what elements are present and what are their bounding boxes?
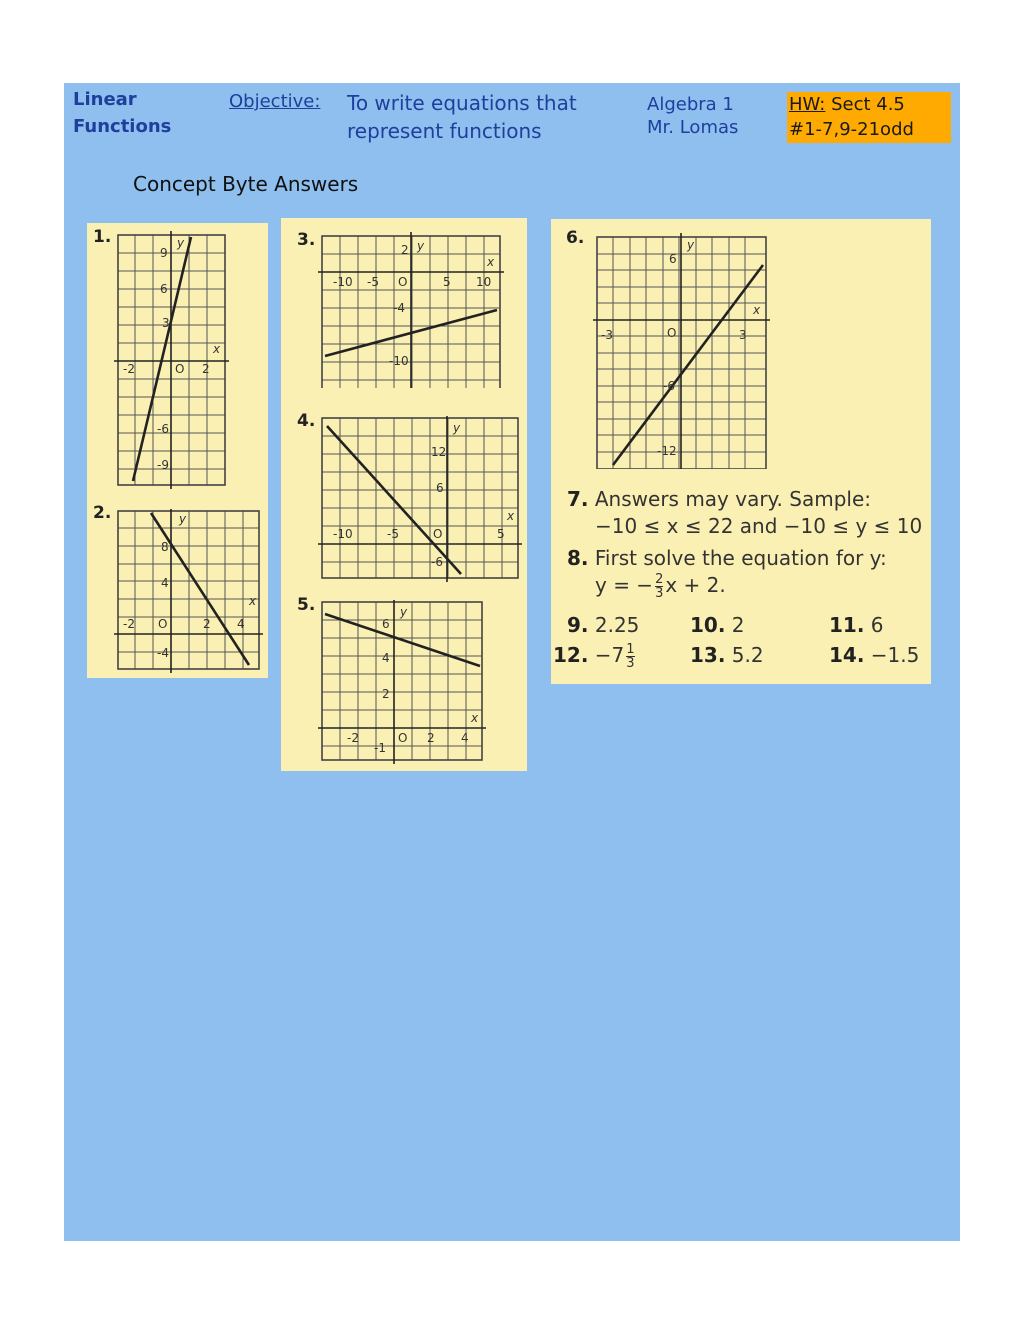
graph-4-label: -5 — [387, 527, 399, 541]
graph-1-number: 1. — [93, 227, 112, 247]
graph-1-label: 2 — [202, 362, 210, 376]
graph-1-label: -2 — [123, 362, 135, 376]
graph-5-label: 4 — [461, 731, 469, 745]
graph-2-number: 2. — [93, 503, 112, 523]
graph-6-label: 3 — [739, 328, 747, 342]
graph-1-label: 6 — [160, 282, 168, 296]
answer-7: 7. Answers may vary. Sample: — [567, 487, 871, 511]
graph-5-label: O — [398, 731, 408, 745]
graph-2-label: -4 — [157, 646, 169, 660]
graph-2-label: 4 — [161, 576, 169, 590]
graph-3-label: -4 — [393, 301, 405, 315]
graph-4-label: -6 — [431, 555, 443, 569]
graph-3-label: 10 — [476, 275, 492, 289]
graph-6-label: -6 — [663, 379, 675, 393]
graph-5-line — [325, 614, 480, 666]
graph-4 — [281, 416, 527, 586]
graph-6-label: O — [667, 326, 677, 340]
graph-1-label: 9 — [160, 246, 168, 260]
graph-3-label: 2 — [401, 243, 409, 257]
answer-12: 12. −7 $\frac{1}{3}$ — [553, 642, 635, 671]
graph-4-label: 6 — [436, 481, 444, 495]
concept-byte-title: Concept Byte Answers — [133, 172, 359, 196]
graph-4-label: -10 — [333, 527, 353, 541]
graph-3-label: -10 — [389, 354, 409, 368]
answer-11: 11. 6 — [829, 613, 884, 637]
graph-2-label: O — [158, 617, 168, 631]
answer-8: 8. First solve the equation for y: — [567, 546, 887, 570]
answer-8-equation: y = − $\frac{2}{3}$ x + 2. — [595, 572, 726, 601]
graph-5-label: -2 — [347, 731, 359, 745]
graph-2-label: 8 — [161, 540, 169, 554]
graph-2-label: 2 — [203, 617, 211, 631]
graph-1-y-label: y — [177, 236, 185, 250]
graph-1-label: O — [175, 362, 185, 376]
answer-8-fraction: $\frac{2}{3}$ — [655, 572, 664, 601]
graph-5-label: 2 — [382, 687, 390, 701]
graph-5-label: 6 — [382, 617, 390, 631]
graph-1-label: -6 — [157, 422, 169, 436]
graph-3-y-label: y — [417, 239, 425, 253]
answer-9: 9. 2.25 — [567, 613, 640, 637]
answer-12-fraction: $\frac{1}{3}$ — [626, 642, 635, 671]
graph-4-y-label: y — [453, 421, 461, 435]
graph-5 — [281, 600, 527, 770]
hw-section: Sect 4.5 — [831, 94, 905, 115]
course-info: Algebra 1 Mr. Lomas — [647, 94, 739, 138]
graph-5-number: 5. — [297, 595, 316, 615]
graph-6-label: -3 — [601, 328, 613, 342]
graph-4-label: 12 — [431, 445, 447, 459]
graph-3-label: O — [398, 275, 408, 289]
graph-4-grid — [322, 418, 518, 578]
graph-2-grid — [118, 511, 259, 669]
graph-2-x-label: x — [249, 594, 257, 608]
graph-3-label: 5 — [443, 275, 451, 289]
answer-7-inequality: −10 ≤ x ≤ 22 and −10 ≤ y ≤ 10 — [595, 514, 923, 538]
panel-graph-6-answers — [551, 219, 931, 684]
graph-2-label: 4 — [237, 617, 245, 631]
panel-graphs-3-5 — [281, 218, 527, 771]
answer-14: 14. −1.5 — [829, 643, 920, 667]
graph-1-label: 3 — [162, 316, 170, 330]
hw-label[interactable]: HW: — [789, 94, 826, 115]
graph-4-x-label: x — [507, 509, 515, 523]
objective-text: To write equations that represent functions — [347, 91, 577, 143]
graph-1-line — [133, 237, 191, 481]
graph-6-label: -12 — [657, 444, 677, 458]
lesson-title: Linear Functions — [73, 89, 172, 137]
panel-graphs-1-2 — [87, 223, 268, 678]
graph-5-label: -1 — [374, 741, 386, 755]
graph-5-x-label: x — [471, 711, 479, 725]
objective-link[interactable]: Objective: — [229, 91, 321, 112]
graph-5-y-label: y — [400, 605, 408, 619]
graph-1-x-label: x — [213, 342, 221, 356]
graph-6-x-label: x — [753, 303, 761, 317]
graph-6-label: 6 — [669, 252, 677, 266]
graph-4-number: 4. — [297, 411, 316, 431]
hw-problems: #1-7,9-21odd — [789, 119, 914, 140]
graph-2-label: -2 — [123, 617, 135, 631]
graph-2 — [87, 509, 268, 684]
graph-6-y-label: y — [687, 238, 695, 252]
graph-3-number: 3. — [297, 230, 316, 250]
answer-10: 10. 2 — [690, 613, 745, 637]
graph-3-x-label: x — [487, 255, 495, 269]
homework-box — [787, 92, 951, 143]
answer-13: 13. 5.2 — [690, 643, 764, 667]
graph-6 — [551, 219, 791, 469]
graph-3 — [281, 218, 527, 388]
graph-3-label: -10 — [333, 275, 353, 289]
slide — [64, 83, 960, 1241]
graph-4-label: 5 — [497, 527, 505, 541]
graph-6-number: 6. — [566, 228, 585, 248]
graph-5-label: 2 — [427, 731, 435, 745]
graph-3-label: -5 — [367, 275, 379, 289]
graph-1-label: -9 — [157, 458, 169, 472]
graph-5-label: 4 — [382, 651, 390, 665]
graph-2-y-label: y — [179, 512, 187, 526]
graph-4-label: O — [433, 527, 443, 541]
